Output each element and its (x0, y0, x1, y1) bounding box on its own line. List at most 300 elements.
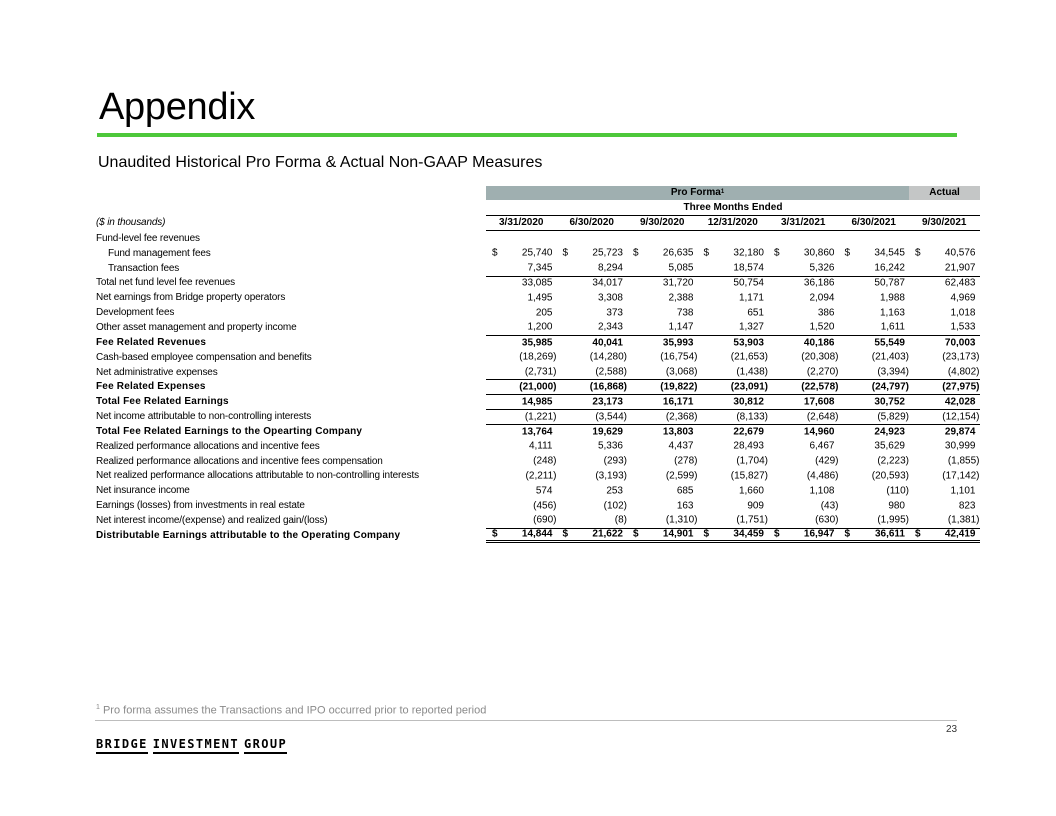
table-cell (486, 469, 557, 484)
table-row (90, 231, 980, 246)
cell-value: 23,173 (592, 396, 623, 408)
row-label: Realized performance allocations and incentive fees compensation (96, 455, 383, 467)
cell-value: 1,988 (879, 292, 905, 304)
title-accent-rule (97, 133, 957, 137)
table-cell (698, 469, 769, 484)
cell-value: 28,493 (733, 440, 764, 452)
cell-value: 17,608 (803, 396, 835, 408)
table-cell (557, 469, 628, 484)
table-cell (627, 365, 698, 380)
currency-symbol: $ (703, 247, 710, 259)
cell-value: 823 (958, 500, 976, 512)
currency-symbol: $ (844, 247, 851, 259)
row-label: Transaction fees (108, 262, 180, 274)
row-label: Fund management fees (108, 247, 211, 259)
table-cell (839, 410, 910, 424)
cell-value: 30,812 (733, 396, 764, 408)
cell-value: 42,028 (944, 396, 976, 408)
cell-value: 2,388 (668, 292, 694, 304)
row-label: Net administrative expenses (96, 366, 218, 378)
row-label: Other asset management and property income (96, 321, 297, 333)
table-cell (768, 425, 839, 439)
page-title: Appendix (99, 86, 256, 128)
footnote (96, 704, 486, 717)
table-cell (486, 261, 557, 276)
cell-value: 31,720 (662, 277, 694, 289)
table-cell (557, 498, 628, 513)
date-headers (486, 215, 980, 231)
row-values (486, 379, 980, 394)
table-cell (698, 277, 769, 291)
currency-symbol: $ (915, 528, 921, 540)
table-cell (839, 365, 910, 380)
row-values (486, 261, 980, 276)
table-row (90, 528, 980, 543)
pro-forma-band (486, 186, 909, 200)
cell-value: 35,985 (521, 337, 553, 349)
cell-value: 40,041 (592, 337, 623, 349)
cell-value: (5,829) (877, 411, 909, 423)
cell-value: (24,797) (871, 381, 909, 393)
cell-value: 4,111 (528, 440, 553, 452)
cell-value: (278) (674, 455, 698, 467)
table-cell (627, 469, 698, 484)
cell-value: (22,578) (801, 381, 839, 393)
cell-value: (18,269) (519, 351, 557, 363)
table-cell (557, 483, 628, 498)
cell-value: (4,802) (947, 366, 980, 378)
cell-value: (2,731) (524, 366, 557, 378)
cell-value: 29,874 (944, 426, 976, 438)
table-cell (698, 483, 769, 498)
table-cell (768, 410, 839, 424)
row-label: Fee Related Expenses (96, 381, 206, 393)
table-cell (909, 305, 980, 320)
cell-value: 14,985 (521, 396, 553, 408)
date-header: 3/31/2020 (499, 217, 544, 228)
table-cell (627, 350, 698, 365)
table-cell (768, 365, 839, 380)
cell-value: 5,326 (809, 262, 835, 274)
table-cell (768, 246, 839, 261)
cell-value: 13,764 (521, 426, 553, 438)
table-row (90, 365, 980, 380)
row-label: Realized performance allocations and incentive fees (96, 440, 320, 452)
table-cell (909, 277, 980, 291)
table-cell (557, 277, 628, 291)
table-cell (839, 454, 910, 469)
row-label: Net interest income/(expense) and realized gain/(loss) (96, 514, 328, 526)
table-cell (627, 513, 698, 528)
row-label: Total net fund level fee revenues (96, 277, 236, 289)
table-cell (839, 469, 910, 484)
table-cell (909, 336, 980, 350)
table-cell (768, 350, 839, 365)
header-band (486, 186, 980, 200)
row-values (486, 513, 980, 528)
table-cell (839, 350, 910, 365)
table-cell (557, 529, 628, 540)
table-cell (627, 439, 698, 454)
cell-value: 34,459 (733, 528, 764, 540)
cell-value: 21,907 (944, 262, 976, 274)
cell-value: 14,960 (803, 426, 835, 438)
page-subtitle: Unaudited Historical Pro Forma & Actual Non-GAAP Measures (98, 154, 543, 171)
table-cell (839, 336, 910, 350)
cell-value: 16,242 (874, 262, 905, 274)
row-label: Distributable Earnings attributable to the Operating Company (96, 529, 401, 541)
row-values (486, 335, 980, 350)
cell-value: (293) (603, 455, 627, 467)
cell-value: 3,308 (597, 292, 623, 304)
table-cell (768, 277, 839, 291)
table-cell (557, 336, 628, 350)
cell-value: 36,611 (874, 528, 905, 540)
table-cell (768, 336, 839, 350)
cell-value: (4,486) (806, 470, 839, 482)
footer-rule (95, 720, 957, 721)
cell-value: 1,018 (950, 307, 976, 319)
table-cell (909, 395, 980, 409)
table-cell (557, 425, 628, 439)
cell-value: 1,101 (950, 485, 976, 497)
cell-value: 30,860 (803, 247, 835, 259)
footnote-marker: 1 (96, 704, 100, 711)
row-label: Fee Related Revenues (96, 336, 207, 348)
cell-value: 55,549 (874, 337, 905, 349)
cell-value: (16,754) (660, 351, 698, 363)
cell-value: 651 (747, 307, 764, 319)
table-cell (557, 365, 628, 380)
page-number: 23 (946, 724, 958, 735)
table-body (90, 231, 980, 543)
row-values (486, 409, 980, 424)
table-cell (839, 483, 910, 498)
table-cell (486, 336, 557, 350)
table-cell (698, 350, 769, 365)
cell-value: 5,336 (597, 440, 623, 452)
table-cell (909, 529, 980, 540)
table-cell (768, 261, 839, 276)
table-cell (768, 498, 839, 513)
table-cell (486, 277, 557, 291)
cell-value: 738 (676, 307, 694, 319)
cell-value: 1,147 (668, 321, 694, 333)
cell-value: (16,868) (589, 381, 627, 393)
table-row (90, 439, 980, 454)
cell-value: 36,186 (803, 277, 835, 289)
table-row (90, 290, 980, 305)
table-cell (486, 425, 557, 439)
table-cell (698, 395, 769, 409)
table-cell (768, 483, 839, 498)
cell-value: 1,171 (738, 292, 764, 304)
cell-value: 2,094 (809, 292, 835, 304)
cell-value: 253 (606, 485, 623, 497)
table-cell (557, 290, 628, 305)
table-cell (698, 246, 769, 261)
cell-value: (2,599) (665, 470, 698, 482)
cell-value: 1,200 (527, 321, 553, 333)
table-cell (486, 305, 557, 320)
cell-value: 50,754 (733, 277, 764, 289)
table-cell (768, 320, 839, 335)
table-cell (768, 469, 839, 484)
cell-value: 25,723 (592, 247, 623, 259)
cell-value: 1,108 (809, 485, 835, 497)
cell-value: 373 (606, 307, 623, 319)
table-cell (768, 380, 839, 394)
table-cell (839, 439, 910, 454)
table-cell (627, 498, 698, 513)
table-cell (909, 410, 980, 424)
cell-value: 205 (535, 307, 553, 319)
table-row (90, 276, 980, 291)
table-cell (839, 277, 910, 291)
cell-value: 21,622 (592, 528, 623, 540)
cell-value: (456) (533, 500, 557, 512)
cell-value: 685 (676, 485, 694, 497)
cell-value: 14,844 (521, 528, 553, 540)
cell-value: (8) (614, 514, 627, 526)
cell-value: 34,017 (592, 277, 623, 289)
cell-value: (3,193) (595, 470, 627, 482)
cell-value: 16,947 (803, 528, 835, 540)
table-cell (698, 513, 769, 528)
company-logo (96, 738, 287, 754)
table-cell (486, 395, 557, 409)
cell-value: 7,345 (527, 262, 553, 274)
table-cell (486, 246, 557, 261)
cell-value: 2,343 (597, 321, 623, 333)
table-cell (698, 529, 769, 540)
table-row (90, 409, 980, 424)
cell-value: 32,180 (733, 247, 764, 259)
date-header-row (90, 215, 980, 231)
date-header: 3/31/2021 (781, 217, 826, 228)
cell-value: (20,308) (801, 351, 839, 363)
row-values (486, 350, 980, 365)
table-cell (557, 246, 628, 261)
cell-value: (14,280) (589, 351, 627, 363)
cell-value: 25,740 (521, 247, 553, 259)
table-cell (627, 380, 698, 394)
cell-value: 1,163 (879, 307, 905, 319)
table-cell (486, 513, 557, 528)
table-cell (768, 529, 839, 540)
footnote-text: Pro forma assumes the Transactions and IPO occurred prior to reported period (102, 704, 487, 717)
date-header: 6/30/2021 (851, 217, 896, 228)
cell-value: 22,679 (733, 426, 764, 438)
cell-value: (21,403) (871, 351, 909, 363)
table-cell (839, 320, 910, 335)
cell-value: (2,223) (877, 455, 909, 467)
table-cell (909, 469, 980, 484)
cell-value: 4,437 (668, 440, 694, 452)
cell-value: (630) (815, 514, 839, 526)
row-values (486, 483, 980, 498)
cell-value: 40,576 (944, 247, 976, 259)
table-cell (768, 305, 839, 320)
date-header: 6/30/2020 (569, 217, 614, 228)
cell-value: (2,588) (595, 366, 627, 378)
row-label: Fund-level fee revenues (96, 232, 200, 244)
table-cell (486, 483, 557, 498)
cell-value: (2,648) (806, 411, 839, 423)
table-cell (486, 350, 557, 365)
cell-value: 50,787 (874, 277, 905, 289)
table-cell (839, 498, 910, 513)
table-row (90, 379, 980, 394)
table-cell (839, 513, 910, 528)
row-label: Earnings (losses) from investments in real estate (96, 500, 305, 512)
table-row (90, 454, 980, 469)
table-cell (909, 513, 980, 528)
table-cell (698, 425, 769, 439)
table-cell (557, 305, 628, 320)
cell-value: 34,545 (874, 247, 905, 259)
table-cell (627, 277, 698, 291)
cell-value: (1,221) (524, 411, 557, 423)
cell-value: 26,635 (662, 247, 694, 259)
row-values (486, 469, 980, 484)
table-cell (486, 529, 557, 540)
table-row (90, 335, 980, 350)
currency-symbol: $ (633, 247, 639, 259)
table-cell (909, 350, 980, 365)
table-row (90, 483, 980, 498)
table-cell (557, 320, 628, 335)
date-header: 12/31/2020 (707, 217, 758, 228)
currency-symbol: $ (774, 247, 780, 259)
table-cell (698, 439, 769, 454)
table-row (90, 424, 980, 439)
table-cell (486, 410, 557, 424)
cell-value: 386 (817, 307, 835, 319)
table-row (90, 513, 980, 528)
row-values (486, 365, 980, 380)
table-cell (698, 410, 769, 424)
table-cell (557, 380, 628, 394)
row-values (486, 454, 980, 469)
table-row (90, 350, 980, 365)
cell-value: 574 (535, 485, 553, 497)
cell-value: 19,629 (592, 426, 623, 438)
logo-word: GROUP (244, 738, 287, 754)
table-cell (839, 290, 910, 305)
cell-value: 6,467 (809, 440, 835, 452)
cell-value: 1,611 (880, 321, 905, 333)
row-values (486, 305, 980, 320)
table-cell (909, 320, 980, 335)
table-cell (839, 529, 910, 540)
cell-value: 4,969 (950, 292, 976, 304)
table-cell (768, 513, 839, 528)
cell-value: 30,999 (944, 440, 976, 452)
row-label: Net income attributable to non-controlling interests (96, 411, 312, 423)
cell-value: (23,173) (942, 351, 980, 363)
row-label: Total Fee Related Earnings (96, 396, 229, 408)
cell-value: (1,704) (736, 455, 768, 467)
table-cell (486, 365, 557, 380)
row-label: Net realized performance allocations attributable to non-controlling interests (96, 470, 419, 482)
cell-value: (1,381) (947, 514, 980, 526)
table-cell (627, 290, 698, 305)
cell-value: 42,419 (944, 528, 976, 540)
cell-value: 1,533 (950, 321, 976, 333)
table-cell (909, 483, 980, 498)
table-cell (768, 439, 839, 454)
table-cell (839, 380, 910, 394)
cell-value: 5,085 (668, 262, 694, 274)
cell-value: 62,483 (944, 277, 976, 289)
cell-value: 980 (888, 500, 905, 512)
cell-value: (110) (886, 485, 909, 497)
cell-value: (1,995) (877, 514, 909, 526)
table-cell (909, 454, 980, 469)
cell-value: (21,000) (519, 381, 557, 393)
table-cell (909, 290, 980, 305)
table-cell (839, 305, 910, 320)
cell-value: 35,993 (662, 337, 694, 349)
cell-value: 14,901 (662, 528, 694, 540)
row-label: Total Fee Related Earnings to the Opearting Company (96, 425, 363, 437)
row-values (486, 276, 980, 291)
row-label: Net earnings from Bridge property operators (96, 292, 286, 304)
table-row (90, 394, 980, 409)
currency-symbol: $ (492, 247, 498, 259)
currency-symbol: $ (915, 247, 921, 259)
table-cell (627, 261, 698, 276)
cell-value: (102) (603, 500, 627, 512)
table-cell (839, 261, 910, 276)
cell-value: (1,310) (665, 514, 698, 526)
cell-value: (8,133) (736, 411, 768, 423)
cell-value: (1,438) (736, 366, 768, 378)
table-cell (839, 395, 910, 409)
row-values (486, 528, 980, 543)
cell-value: 8,294 (597, 262, 623, 274)
table-cell (909, 365, 980, 380)
date-header: 9/30/2020 (640, 217, 685, 228)
cell-value: (429) (815, 455, 839, 467)
cell-value: (3,068) (665, 366, 698, 378)
cell-value: 1,495 (527, 292, 553, 304)
cell-value: 24,923 (874, 426, 905, 438)
currency-symbol: $ (774, 528, 780, 540)
cell-value: (3,394) (877, 366, 909, 378)
table-cell (698, 365, 769, 380)
table-cell (909, 439, 980, 454)
row-values (486, 246, 980, 261)
currency-symbol: $ (633, 528, 639, 540)
table-cell (557, 350, 628, 365)
cell-value: 30,752 (874, 396, 905, 408)
cell-value: (23,091) (730, 381, 768, 393)
cell-value: (2,270) (806, 366, 839, 378)
table-cell (627, 483, 698, 498)
cell-value: (20,593) (871, 470, 909, 482)
cell-value: (2,211) (525, 470, 557, 482)
table-cell (698, 290, 769, 305)
table-row (90, 469, 980, 484)
cell-value: (15,827) (730, 470, 768, 482)
table-cell (909, 380, 980, 394)
table-cell (768, 290, 839, 305)
date-header: 9/30/2021 (922, 217, 967, 228)
table-cell (627, 246, 698, 261)
row-label: Cash-based employee compensation and benefits (96, 351, 312, 363)
